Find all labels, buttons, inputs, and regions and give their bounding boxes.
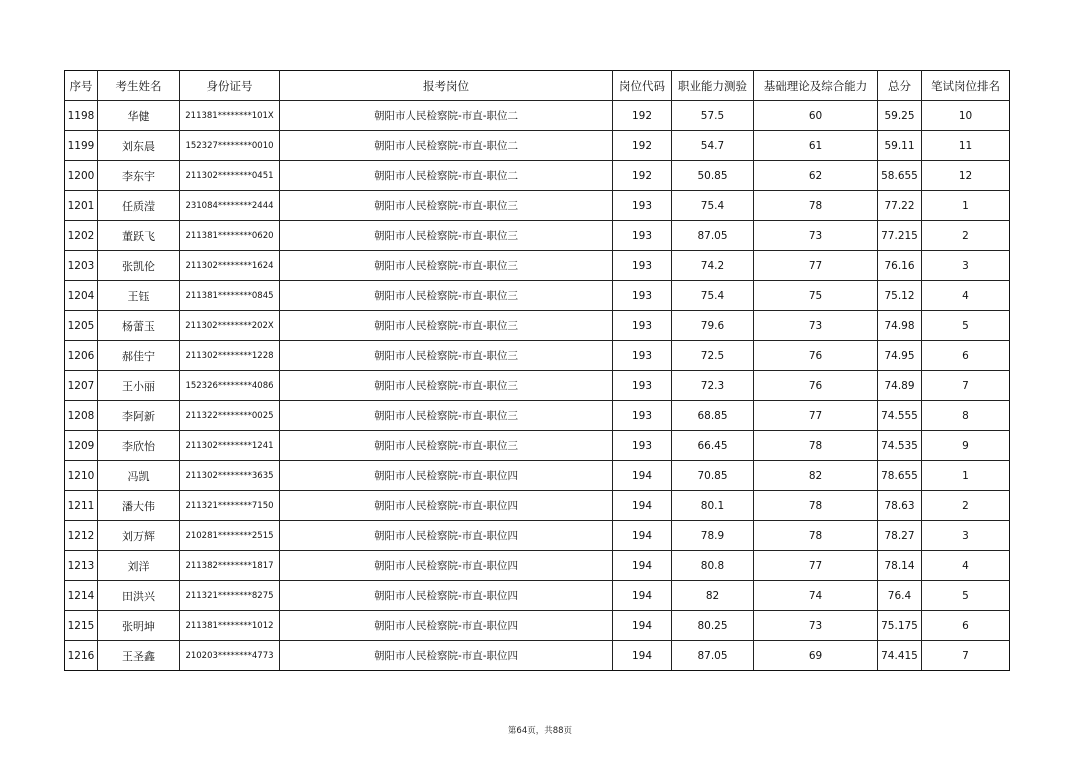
cell-id-number: 210203********4773 — [180, 641, 280, 671]
cell-position: 朝阳市人民检察院-市直-职位三 — [280, 341, 613, 371]
cell-position-code: 194 — [613, 551, 672, 581]
table-row — [65, 551, 1010, 581]
cell-total-score: 78.14 — [878, 551, 922, 581]
cell-aptitude-score: 68.85 — [672, 401, 754, 431]
header-position: 报考岗位 — [280, 71, 613, 101]
cell-total-score: 74.95 — [878, 341, 922, 371]
header-name: 考生姓名 — [98, 71, 180, 101]
cell-name: 董跃飞 — [98, 221, 180, 251]
page-number: 第64页，共88页 — [507, 726, 573, 736]
table-row — [65, 191, 1010, 221]
cell-id-number: 211302********0451 — [180, 161, 280, 191]
cell-total-score: 76.4 — [878, 581, 922, 611]
cell-comprehensive-score: 60 — [754, 101, 878, 131]
cell-index: 1199 — [65, 131, 98, 161]
cell-index: 1208 — [65, 401, 98, 431]
cell-rank: 2 — [922, 221, 1010, 251]
cell-total-score: 77.215 — [878, 221, 922, 251]
cell-id-number: 211302********1241 — [180, 431, 280, 461]
table-row — [65, 251, 1010, 281]
table-row — [65, 461, 1010, 491]
cell-comprehensive-score: 74 — [754, 581, 878, 611]
header-total-score: 总分 — [878, 71, 922, 101]
cell-comprehensive-score: 73 — [754, 221, 878, 251]
cell-name: 潘大伟 — [98, 491, 180, 521]
cell-id-number: 211381********101X — [180, 101, 280, 131]
table-row — [65, 341, 1010, 371]
cell-rank: 6 — [922, 341, 1010, 371]
table-row — [65, 581, 1010, 611]
cell-position-code: 194 — [613, 581, 672, 611]
cell-name: 任质滢 — [98, 191, 180, 221]
cell-position-code: 193 — [613, 311, 672, 341]
cell-index: 1207 — [65, 371, 98, 401]
cell-index: 1201 — [65, 191, 98, 221]
cell-position: 朝阳市人民检察院-市直-职位三 — [280, 431, 613, 461]
cell-position-code: 194 — [613, 461, 672, 491]
cell-id-number: 211322********0025 — [180, 401, 280, 431]
cell-name: 冯凯 — [98, 461, 180, 491]
cell-rank: 4 — [922, 551, 1010, 581]
cell-total-score: 58.655 — [878, 161, 922, 191]
cell-rank: 7 — [922, 371, 1010, 401]
cell-position-code: 194 — [613, 641, 672, 671]
cell-id-number: 211381********1012 — [180, 611, 280, 641]
cell-position-code: 193 — [613, 251, 672, 281]
cell-position-code: 193 — [613, 401, 672, 431]
header-aptitude-test: 职业能力测验 — [672, 71, 754, 101]
cell-aptitude-score: 72.3 — [672, 371, 754, 401]
cell-rank: 2 — [922, 491, 1010, 521]
cell-aptitude-score: 54.7 — [672, 131, 754, 161]
cell-comprehensive-score: 78 — [754, 191, 878, 221]
cell-position: 朝阳市人民检察院-市直-职位二 — [280, 161, 613, 191]
table-row — [65, 641, 1010, 671]
cell-id-number: 211321********8275 — [180, 581, 280, 611]
cell-index: 1215 — [65, 611, 98, 641]
cell-aptitude-score: 80.8 — [672, 551, 754, 581]
cell-comprehensive-score: 62 — [754, 161, 878, 191]
cell-name: 华健 — [98, 101, 180, 131]
cell-name: 刘万辉 — [98, 521, 180, 551]
cell-index: 1203 — [65, 251, 98, 281]
table-row — [65, 431, 1010, 461]
cell-total-score: 77.22 — [878, 191, 922, 221]
cell-total-score: 78.655 — [878, 461, 922, 491]
cell-index: 1209 — [65, 431, 98, 461]
cell-rank: 4 — [922, 281, 1010, 311]
cell-total-score: 74.89 — [878, 371, 922, 401]
score-table — [64, 70, 1010, 671]
table-row — [65, 491, 1010, 521]
cell-name: 杨蕾玉 — [98, 311, 180, 341]
cell-comprehensive-score: 78 — [754, 431, 878, 461]
cell-total-score: 76.16 — [878, 251, 922, 281]
cell-index: 1213 — [65, 551, 98, 581]
cell-rank: 9 — [922, 431, 1010, 461]
cell-id-number: 211321********7150 — [180, 491, 280, 521]
cell-id-number: 211382********1817 — [180, 551, 280, 581]
cell-aptitude-score: 57.5 — [672, 101, 754, 131]
cell-position: 朝阳市人民检察院-市直-职位四 — [280, 461, 613, 491]
table-header-row — [65, 71, 1010, 101]
cell-position: 朝阳市人民检察院-市直-职位三 — [280, 251, 613, 281]
cell-comprehensive-score: 77 — [754, 251, 878, 281]
cell-comprehensive-score: 69 — [754, 641, 878, 671]
cell-position-code: 192 — [613, 101, 672, 131]
table-row — [65, 521, 1010, 551]
cell-total-score: 59.11 — [878, 131, 922, 161]
table-row — [65, 101, 1010, 131]
table-row — [65, 611, 1010, 641]
cell-aptitude-score: 75.4 — [672, 191, 754, 221]
cell-position-code: 193 — [613, 281, 672, 311]
cell-position: 朝阳市人民检察院-市直-职位三 — [280, 401, 613, 431]
cell-comprehensive-score: 73 — [754, 311, 878, 341]
cell-name: 王圣鑫 — [98, 641, 180, 671]
cell-rank: 1 — [922, 191, 1010, 221]
cell-name: 李阿新 — [98, 401, 180, 431]
cell-total-score: 78.63 — [878, 491, 922, 521]
cell-rank: 12 — [922, 161, 1010, 191]
cell-index: 1202 — [65, 221, 98, 251]
cell-comprehensive-score: 75 — [754, 281, 878, 311]
cell-aptitude-score: 80.1 — [672, 491, 754, 521]
cell-id-number: 152327********0010 — [180, 131, 280, 161]
cell-total-score: 78.27 — [878, 521, 922, 551]
table-row — [65, 131, 1010, 161]
cell-aptitude-score: 82 — [672, 581, 754, 611]
cell-rank: 6 — [922, 611, 1010, 641]
cell-id-number: 152326********4086 — [180, 371, 280, 401]
cell-comprehensive-score: 76 — [754, 341, 878, 371]
table-row — [65, 401, 1010, 431]
cell-aptitude-score: 74.2 — [672, 251, 754, 281]
cell-name: 刘东晨 — [98, 131, 180, 161]
cell-id-number: 210281********2515 — [180, 521, 280, 551]
cell-comprehensive-score: 78 — [754, 521, 878, 551]
cell-id-number: 211381********0620 — [180, 221, 280, 251]
cell-aptitude-score: 75.4 — [672, 281, 754, 311]
cell-index: 1212 — [65, 521, 98, 551]
cell-aptitude-score: 79.6 — [672, 311, 754, 341]
cell-name: 田洪兴 — [98, 581, 180, 611]
cell-comprehensive-score: 73 — [754, 611, 878, 641]
cell-comprehensive-score: 61 — [754, 131, 878, 161]
cell-index: 1205 — [65, 311, 98, 341]
cell-rank: 3 — [922, 251, 1010, 281]
cell-rank: 10 — [922, 101, 1010, 131]
table-row — [65, 311, 1010, 341]
cell-position: 朝阳市人民检察院-市直-职位四 — [280, 641, 613, 671]
cell-position-code: 194 — [613, 611, 672, 641]
cell-position-code: 193 — [613, 221, 672, 251]
cell-index: 1211 — [65, 491, 98, 521]
cell-comprehensive-score: 77 — [754, 401, 878, 431]
cell-rank: 3 — [922, 521, 1010, 551]
cell-position: 朝阳市人民检察院-市直-职位二 — [280, 131, 613, 161]
cell-aptitude-score: 72.5 — [672, 341, 754, 371]
cell-name: 李东宇 — [98, 161, 180, 191]
cell-name: 张明坤 — [98, 611, 180, 641]
header-position-code: 岗位代码 — [613, 71, 672, 101]
cell-position: 朝阳市人民检察院-市直-职位四 — [280, 551, 613, 581]
header-id-number: 身份证号 — [180, 71, 280, 101]
cell-rank: 7 — [922, 641, 1010, 671]
cell-name: 张凯伦 — [98, 251, 180, 281]
cell-aptitude-score: 78.9 — [672, 521, 754, 551]
table-body — [65, 101, 1010, 671]
cell-rank: 5 — [922, 581, 1010, 611]
header-rank: 笔试岗位排名 — [922, 71, 1010, 101]
cell-total-score: 74.535 — [878, 431, 922, 461]
cell-position: 朝阳市人民检察院-市直-职位四 — [280, 611, 613, 641]
cell-aptitude-score: 87.05 — [672, 221, 754, 251]
header-comprehensive-ability: 基础理论及综合能力 — [754, 71, 878, 101]
cell-id-number: 211381********0845 — [180, 281, 280, 311]
cell-position: 朝阳市人民检察院-市直-职位三 — [280, 221, 613, 251]
cell-name: 李欣怡 — [98, 431, 180, 461]
cell-comprehensive-score: 82 — [754, 461, 878, 491]
cell-rank: 8 — [922, 401, 1010, 431]
cell-position: 朝阳市人民检察院-市直-职位四 — [280, 491, 613, 521]
cell-id-number: 211302********202X — [180, 311, 280, 341]
cell-comprehensive-score: 78 — [754, 491, 878, 521]
table-row — [65, 161, 1010, 191]
table-row — [65, 371, 1010, 401]
cell-rank: 5 — [922, 311, 1010, 341]
cell-index: 1210 — [65, 461, 98, 491]
cell-total-score: 74.555 — [878, 401, 922, 431]
cell-position: 朝阳市人民检察院-市直-职位三 — [280, 281, 613, 311]
cell-position: 朝阳市人民检察院-市直-职位四 — [280, 581, 613, 611]
cell-id-number: 211302********3635 — [180, 461, 280, 491]
cell-position: 朝阳市人民检察院-市直-职位三 — [280, 371, 613, 401]
cell-position-code: 192 — [613, 131, 672, 161]
cell-position-code: 194 — [613, 521, 672, 551]
cell-position: 朝阳市人民检察院-市直-职位二 — [280, 101, 613, 131]
cell-position-code: 192 — [613, 161, 672, 191]
cell-index: 1214 — [65, 581, 98, 611]
cell-position-code: 193 — [613, 191, 672, 221]
cell-total-score: 75.175 — [878, 611, 922, 641]
cell-index: 1206 — [65, 341, 98, 371]
cell-index: 1198 — [65, 101, 98, 131]
cell-index: 1216 — [65, 641, 98, 671]
cell-position-code: 193 — [613, 371, 672, 401]
cell-position: 朝阳市人民检察院-市直-职位三 — [280, 191, 613, 221]
cell-position: 朝阳市人民检察院-市直-职位三 — [280, 311, 613, 341]
cell-aptitude-score: 50.85 — [672, 161, 754, 191]
cell-id-number: 211302********1624 — [180, 251, 280, 281]
cell-position-code: 193 — [613, 341, 672, 371]
cell-total-score: 74.415 — [878, 641, 922, 671]
cell-id-number: 231084********2444 — [180, 191, 280, 221]
cell-index: 1204 — [65, 281, 98, 311]
cell-name: 刘洋 — [98, 551, 180, 581]
cell-comprehensive-score: 76 — [754, 371, 878, 401]
cell-name: 王小丽 — [98, 371, 180, 401]
cell-rank: 11 — [922, 131, 1010, 161]
cell-position: 朝阳市人民检察院-市直-职位四 — [280, 521, 613, 551]
cell-index: 1200 — [65, 161, 98, 191]
cell-aptitude-score: 87.05 — [672, 641, 754, 671]
cell-position-code: 193 — [613, 431, 672, 461]
cell-aptitude-score: 80.25 — [672, 611, 754, 641]
cell-id-number: 211302********1228 — [180, 341, 280, 371]
cell-aptitude-score: 66.45 — [672, 431, 754, 461]
cell-comprehensive-score: 77 — [754, 551, 878, 581]
cell-name: 王钰 — [98, 281, 180, 311]
cell-aptitude-score: 70.85 — [672, 461, 754, 491]
cell-position-code: 194 — [613, 491, 672, 521]
cell-total-score: 75.12 — [878, 281, 922, 311]
cell-rank: 1 — [922, 461, 1010, 491]
table-row — [65, 221, 1010, 251]
cell-name: 郝佳宁 — [98, 341, 180, 371]
header-index: 序号 — [65, 71, 98, 101]
cell-total-score: 59.25 — [878, 101, 922, 131]
cell-total-score: 74.98 — [878, 311, 922, 341]
table-row — [65, 281, 1010, 311]
